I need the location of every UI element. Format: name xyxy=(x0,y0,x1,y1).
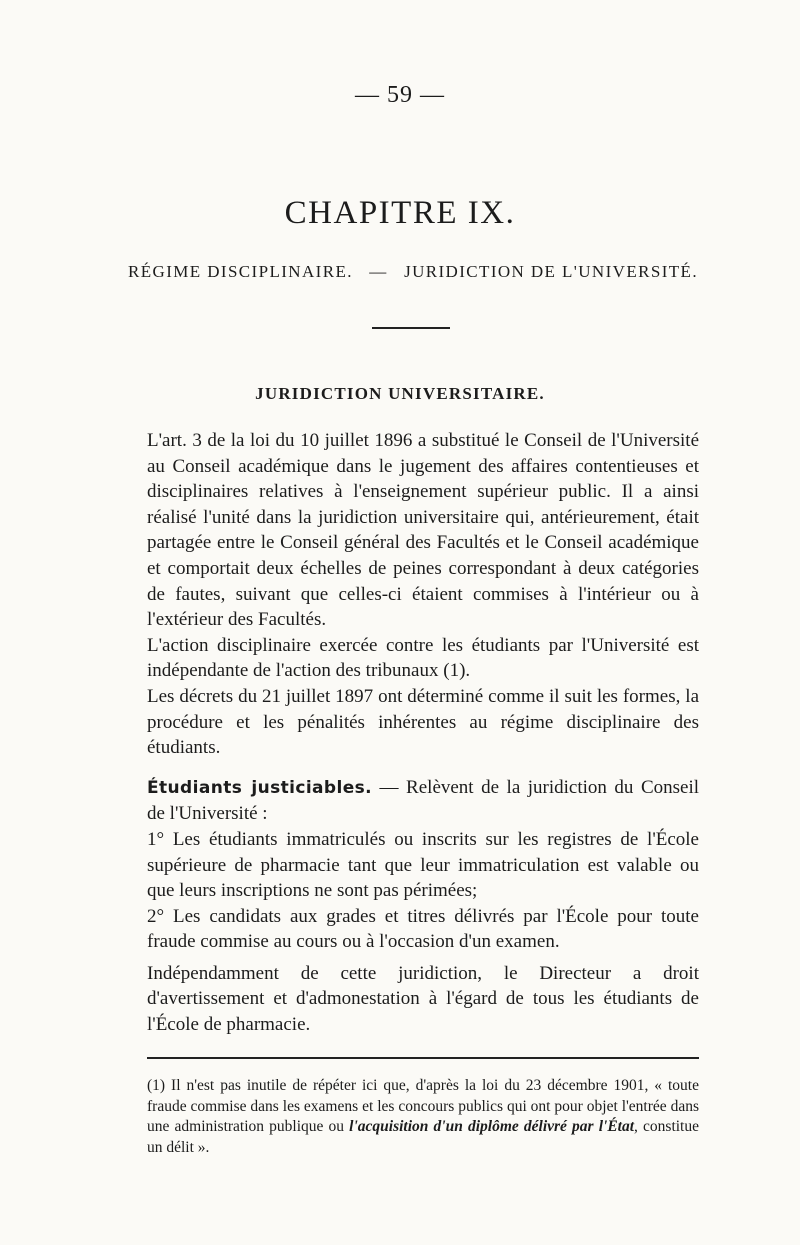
paragraph-1: L'art. 3 de la loi du 10 juillet 1896 a substitué le Conseil de l'Université au Conseil académique dans le jugement des affaires contentieuses et disciplinaires relatives à l'enseignement supérieur public. Il a ainsi réalisé l'unité dans la juridiction universitaire qui, antérieurement, était partagée entre le Conseil général des Facultés et le Conseil académique et comportait deux échelles de peines correspondant à deux catégories de fautes, suivant que celles-ci étaient commises à l'intérieur ou à l'extérieur des Facultés. xyxy=(147,430,699,631)
page-number: — 59 — xyxy=(355,82,445,108)
section-heading: JURIDICTION UNIVERSITAIRE. xyxy=(255,384,545,403)
paragraph-2: L'action disciplinaire exercée contre les étudiants par l'Université est indépendante de l'action des tribunaux (1). xyxy=(147,634,699,682)
chapter-subtitle-right: JURIDICTION DE L'UNIVERSITÉ. xyxy=(404,262,698,281)
justiciables-paragraph xyxy=(147,775,699,827)
body-text xyxy=(147,428,699,1038)
footnote-rule xyxy=(147,1057,699,1059)
closing-paragraph: Indépendamment de cette juridiction, le Directeur a droit d'avertissement et d'admonestation à l'égard de tous les étudiants de l'École de pharmacie. xyxy=(147,962,699,1036)
run-in-heading: Étudiants justiciables. xyxy=(147,777,373,798)
chapter-subtitle-left: RÉGIME DISCIPLINAIRE. xyxy=(128,262,353,281)
separator-rule xyxy=(372,327,450,329)
justiciables-intro: — Relèvent de la juridiction du Conseil de l'Université : xyxy=(147,776,700,825)
chapter-subtitle xyxy=(128,262,698,282)
footnote-italic: l'acquisition d'un diplôme délivré par l'État xyxy=(349,1118,635,1135)
footnote-text-end: , constitue un délit ». xyxy=(147,1118,699,1156)
paragraph-3: Les décrets du 21 juillet 1897 ont déterminé comme il suit les formes, la procédure et les pénalités inhérentes au régime disciplinaire des étudiants. xyxy=(147,685,699,759)
list-item-1: 1° Les étudiants immatriculés ou inscrits sur les registres de l'École supérieure de pharmacie tant que leur immatriculation est valable ou que leurs inscriptions ne sont pas périmées; xyxy=(147,828,699,902)
footnote-text: (1) Il n'est pas inutile de répéter ici que, d'après la loi du 23 décembre 1901, « toute fraude commise dans les examens et les concours publics qui ont pour objet l'entrée dans une administration publique ou xyxy=(147,1077,699,1135)
chapter-title: CHAPITRE IX. xyxy=(284,195,516,231)
chapter-subtitle-dash: — xyxy=(369,262,388,281)
footnote xyxy=(147,1076,699,1158)
list-item-2: 2° Les candidats aux grades et titres délivrés par l'École pour toute fraude commise au cours ou à l'occasion d'un examen. xyxy=(147,905,699,953)
